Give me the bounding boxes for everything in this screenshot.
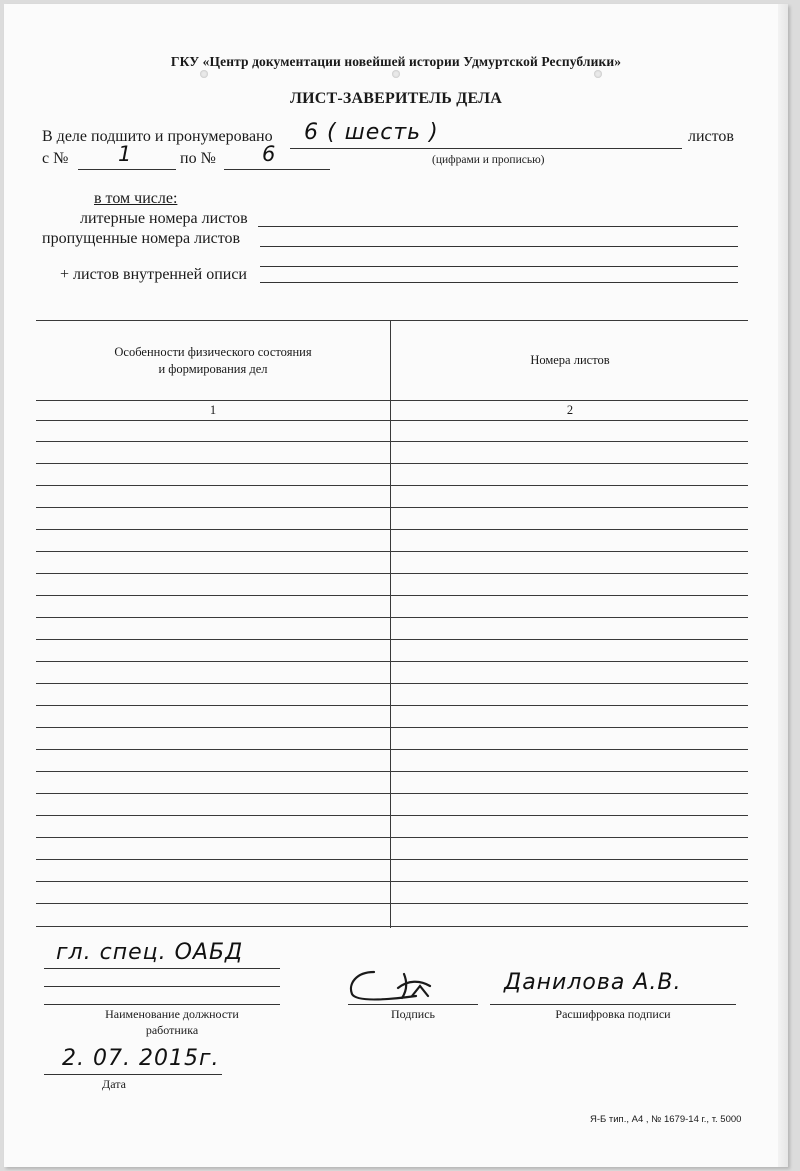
table-top-border (36, 320, 748, 321)
document-page (4, 4, 788, 1167)
table-row-line (36, 771, 748, 772)
decode-field-line (490, 1004, 736, 1005)
decode-handwritten: Данилова А.В. (504, 970, 682, 995)
table-row-line (36, 793, 748, 794)
table-row-line (36, 463, 748, 464)
table-bottom-border (36, 926, 748, 927)
position-field-line-2 (44, 986, 280, 987)
signature-scribble (346, 966, 458, 1006)
table-row-line (36, 815, 748, 816)
column-header-condition-line1: Особенности физического состояния (114, 345, 312, 359)
date-label-text: Дата (102, 1077, 126, 1091)
column-header-sheets: Номера листов (530, 353, 610, 367)
position-label (44, 1006, 300, 1038)
date-field-line (44, 1074, 222, 1075)
punch-hole (594, 70, 602, 78)
decode-label: Расшифровка подписи (555, 1007, 671, 1021)
table-row-line (36, 485, 748, 486)
table-row-line (36, 617, 748, 618)
intro-suffix: листов (688, 128, 734, 145)
date-handwritten: 2. 07. 2015г. (62, 1046, 220, 1071)
table-row-line (36, 881, 748, 882)
table-row-line (36, 727, 748, 728)
column-number-2: 2 (566, 403, 574, 417)
position-field-line (44, 968, 280, 969)
table-row-line (36, 749, 748, 750)
inner-inventory-label: + листов внутренней описи (60, 266, 247, 283)
literal-label: литерные номера листов (80, 210, 248, 227)
missing-label: пропущенные номера листов (42, 230, 241, 247)
table-row-line (36, 639, 748, 640)
table-row-line (36, 551, 748, 552)
table-row-line (36, 683, 748, 684)
column-number-1: 1 (209, 403, 217, 417)
table-row-line (36, 507, 748, 508)
table-row-line (36, 859, 748, 860)
literal-field-line (258, 226, 738, 227)
position-label-line2: работника (145, 1023, 199, 1037)
signature-label: Подпись (390, 1007, 436, 1021)
table-row-line (36, 529, 748, 530)
table-row-line (36, 661, 748, 662)
table-row-line (36, 420, 748, 421)
position-label-line1: Наименование должности (105, 1007, 239, 1021)
extra-field-line (260, 266, 738, 267)
intro-prefix: В деле подшито и пронумеровано (42, 128, 273, 145)
punch-hole (392, 70, 400, 78)
table-header-border (36, 400, 748, 401)
position-handwritten: гл. спец. ОАБД (56, 940, 244, 965)
table-row-line (36, 837, 748, 838)
page-edge (778, 4, 788, 1167)
document-title: ЛИСТ-ЗАВЕРИТЕЛЬ ДЕЛА (289, 90, 503, 107)
punch-hole (200, 70, 208, 78)
table-row-line (36, 441, 748, 442)
to-field-line (224, 169, 330, 170)
from-field-line (78, 169, 176, 170)
to-label: по № (180, 150, 216, 167)
signature-field-line (348, 1004, 478, 1005)
from-handwritten: 1 (118, 142, 133, 166)
organization-name: ГКУ «Центр документации новейшей истории Удмуртской Республики» (170, 54, 622, 69)
column-header-condition-line2: и формирования дел (158, 362, 268, 376)
inner-field-line (260, 282, 738, 283)
hint-text: (цифрами и прописью) (432, 154, 545, 166)
table-row-line (36, 705, 748, 706)
table-row-line (36, 595, 748, 596)
including-label: в том числе: (94, 190, 178, 207)
sheets-count-handwritten: 6 ( шесть ) (304, 120, 439, 145)
sheets-count-field-line (290, 148, 682, 149)
print-info: Я-Б тип., А4 , № 1679-14 г., т. 5000 (590, 1114, 742, 1125)
from-label: с № (42, 150, 69, 167)
table-row-line (36, 573, 748, 574)
position-field-line-3 (44, 1004, 280, 1005)
table-row-line (36, 903, 748, 904)
column-header-condition (38, 344, 388, 378)
to-handwritten: 6 (262, 142, 277, 166)
missing-field-line (260, 246, 738, 247)
